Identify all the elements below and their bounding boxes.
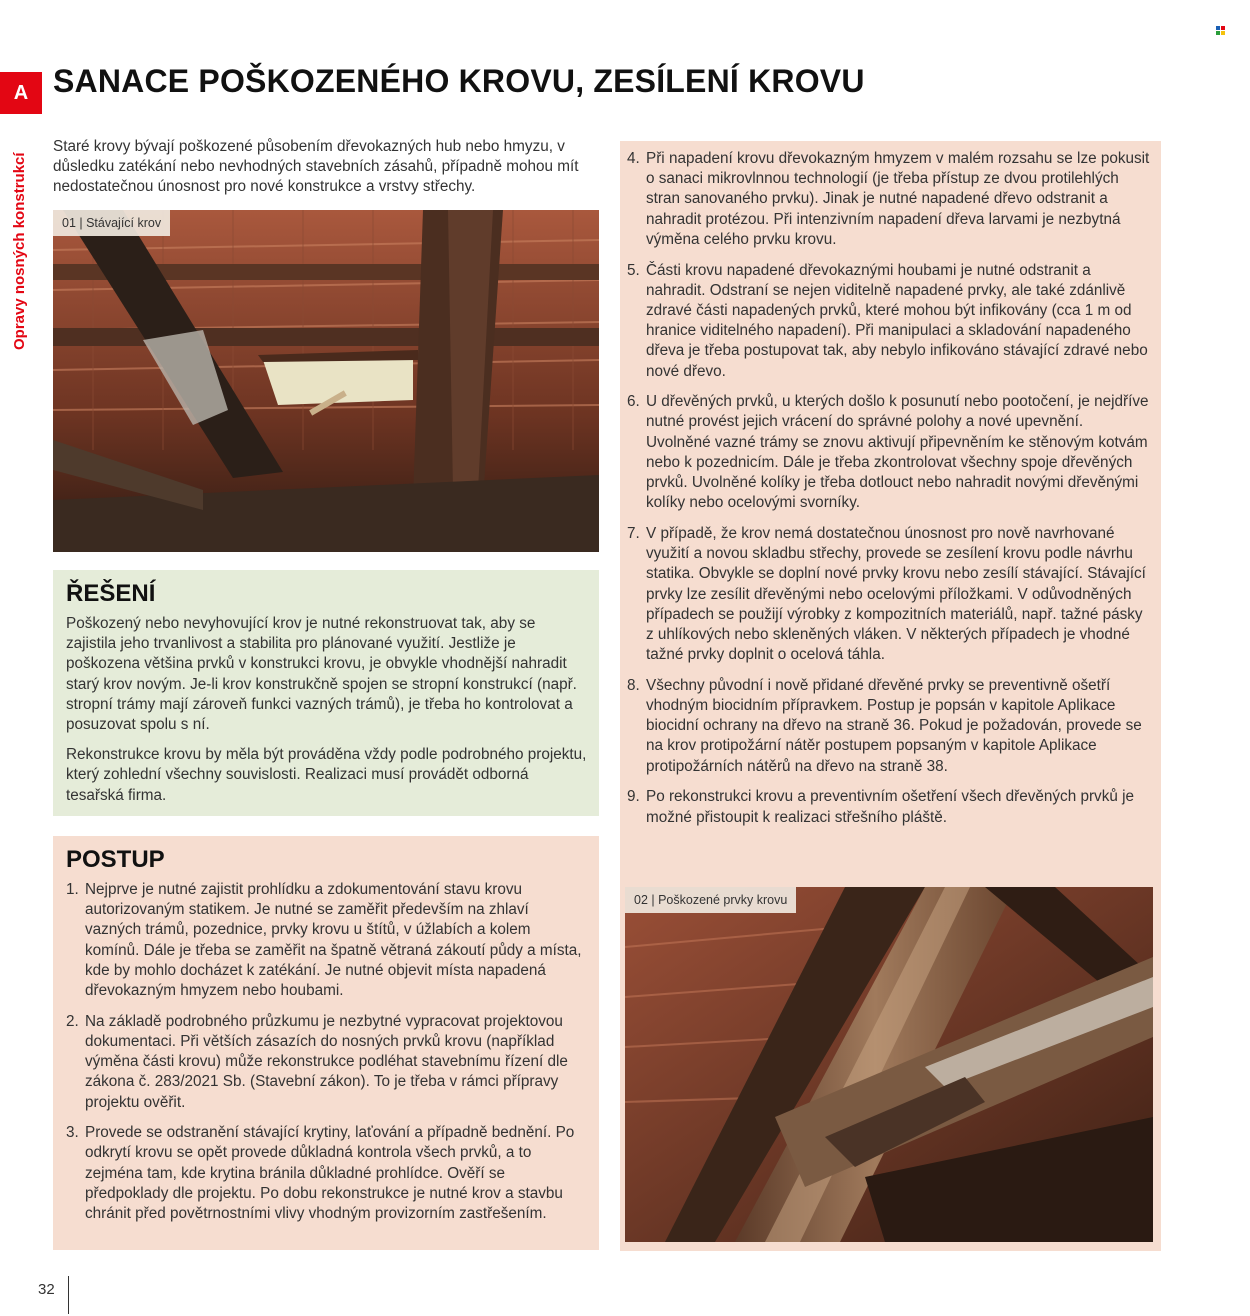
step-text: Všechny původní i nově přidané dřevěné prvky se preventivně ošetří vhodným biocidním přípravkem. Postup je popsán v kapitole Aplikace biocidní ochrany na dřevo na straně 36. Pokud je požadován, provede se na krov protipožární nátěr postupem popsaným v kapitole Aplikace protipožárních nátěrů na dřevo na straně 38. [646,676,1142,775]
photo-caption: 01 | Stávající krov [53,210,170,236]
page-rule [68,1276,69,1314]
step-text: Po rekonstrukci krovu a preventivním ošetření všech dřevěných prvků je možné přistoupit k realizaci střešního pláště. [646,788,1135,826]
step-number: 6. [627,393,640,411]
process-steps-list-continued [627,149,1151,828]
solution-paragraph: Poškozený nebo nevyhovující krov je nutné rekonstruovat tak, aby se zajistila jeho trvanlivost a stabilita pro plánované využití. Jestliže je poškozena většina prvků v konstrukci krovu, je obvykle vhodnější nahradit starý krov novým. Je-li krov konstrukčně spojen se stropní konstrukcí (např. stropní trámy mají zároveň funkci vazných trámů), je třeba ho kontrolovat a posuzovat spolu s ní. [66,615,577,734]
process-step [66,1012,587,1113]
solution-section [53,570,599,816]
section-tab: A [0,72,42,114]
page-number: 32 [38,1281,55,1298]
process-step [627,524,1151,665]
step-number: 3. [66,1124,79,1142]
process-steps-list [66,880,587,1224]
damaged-truss-photo [625,887,1153,1242]
solution-heading: ŘEŠENÍ [66,580,156,607]
process-step [627,676,1151,777]
process-step [627,392,1151,513]
page-title: SANACE POŠKOZENÉHO KROVU, ZESÍLENÍ KROVU [53,63,865,99]
step-text: Části krovu napadené dřevokaznými houbami je nutné odstranit a nahradit. Odstraní se nejen viditelně napadené prvky, ale také zdánlivě zdravé části napadených prvků, které mohou být infikovány (cca 1 m od hranice viditelného napadení). Při manipulaci a skladování napadeného dřeva je třeba postupovat tak, aby nebylo infikováno stávající zdravé nebo nové dřevo. [646,261,1148,380]
process-heading: POSTUP [66,846,165,873]
step-number: 2. [66,1012,79,1030]
side-section-label: Opravy nosných konstrukcí [11,152,28,350]
process-step [66,1123,587,1224]
step-number: 9. [627,788,640,806]
step-number: 1. [66,881,79,898]
process-step [627,261,1151,382]
intro-text: Staré krovy bývají poškozené působením dřevokazných hub nebo hmyzu, v důsledku zatékání nebo nevhodných stavebních zásahů, případně mohou mít nedostatečnou únosnost pro nové konstrukce a vrstvy střechy. [53,138,579,195]
photo-caption: 02 | Poškozené prvky krovu [625,887,796,913]
step-number: 8. [627,676,640,694]
step-number: 5. [627,261,640,279]
step-text: Provede se odstranění stávající krytiny, laťování a případně bednění. Po odkrytí krovu se opět provede důkladná kontrola všech prvků, a to zejména tam, kde krytina bránila důkladné prohlídce. Ověří se předpoklady dle projektu. Po dobu rekonstrukce je nutné krov a stavbu chránit před povětrnostními vlivy vhodným provizorním zastřešením. [85,1124,575,1223]
step-text: Na základě podrobného průzkumu je nezbytné vypracovat projektovou dokumentaci. Při větších zásazích do nosných prvků krovu (například výměna části krovu) může rekonstrukce podléhat stavebnímu řízení dle zákona č. 283/2021 Sb. (Stavební zákon). To je třeba v rámci přípravy projektu ověřit. [85,1012,568,1111]
step-number: 7. [627,524,640,542]
step-text: V případě, že krov nemá dostatečnou únosnost pro nově navrhované využití a novou skladbu střechy, provede se zesílení krovu podle návrhu statika. Obvykle se doplní nové prvky krovu nebo zesílí stávající. Stávající prvky lze zesílit dřevěnými nebo ocelovými příložkami. V odůvodněných případech se použijí výrobky z kompozitních materiálů, např. tažné pásky z uhlíkových nebo skleněných vláken. V některých případech je vhodné tažné prvky doplnit o ocelová táhla. [646,524,1146,664]
roof-truss-photo [53,210,599,552]
solution-paragraph: Rekonstrukce krovu by měla být prováděna vždy podle podrobného projektu, který zohlední všechny souvislosti. Realizaci musí provádět odborná tesařská firma. [66,746,587,804]
process-step [627,787,1151,827]
step-text: Nejprve je nutné zajistit prohlídku a zdokumentování stavu krovu autorizovaným statikem. Je nutné se zaměřit především na zhlaví vazných trámů, pozednice, prvky krovu u štítů, v úžlabích a kolem komínů. Dále je třeba se zaměřit na špatně větraná zákoutí půdy a místa, kde by mohlo docházet k zatékání. Je nutné objevit místa napadená dřevokazným hmyzem nebo houbami. [85,881,582,1000]
process-section [53,836,599,1250]
process-step [627,149,1151,250]
step-text: Při napadení krovu dřevokazným hmyzem v malém rozsahu se lze pokusit o sanaci mikrovlnnou technologií (je třeba přístup ze dvou protilehlých stran sanovaného prvku). Jinak je nutné napadené dřevo odstranit a nahradit protézou. Při intenzivním napadení dřeva larvami je nezbytná výměna celého prvku krovu. [646,150,1150,248]
color-mark-icon [1216,26,1225,35]
step-text: U dřevěných prvků, u kterých došlo k posunutí nebo pootočení, je nejdříve nutné provést jejich vrácení do správné polohy a nové upevnění. Uvolněné vazné trámy se znovu aktivují připevněním ke stěnovým kotvám nebo k pozednicím. Dále je třeba zkontrolovat všechny spoje dřevěných prvků. Uvolněné kolíky je třeba dotlouct nebo nahradit novými dřevěnými kolíky nebo ocelovými svorníky. [646,393,1149,512]
process-step [66,880,587,1001]
step-number: 4. [627,150,640,167]
